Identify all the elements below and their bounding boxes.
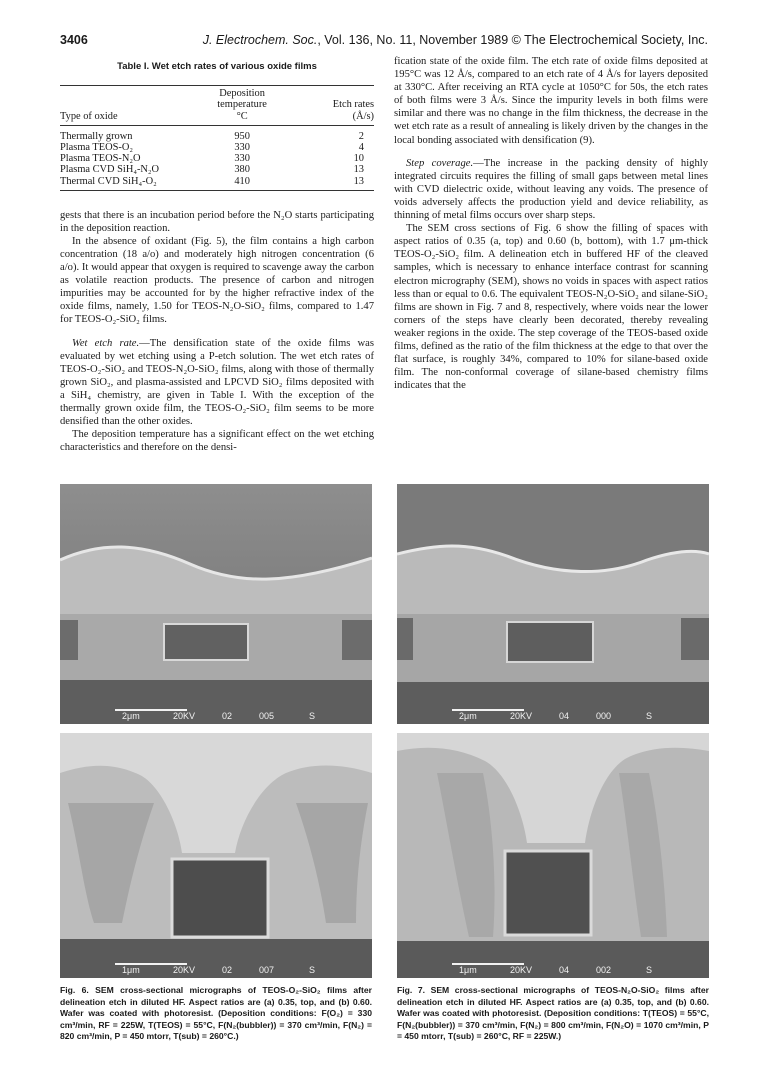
cell-etch: 10 bbox=[353, 153, 364, 165]
etch-rates-table bbox=[60, 85, 374, 191]
voltage-label: 20KV bbox=[173, 965, 196, 975]
header-etch-line2: (Å/s) bbox=[352, 110, 374, 122]
frame-number: 005 bbox=[259, 711, 275, 721]
body-paragraph bbox=[60, 337, 374, 429]
micrograph-info-bar bbox=[397, 963, 709, 978]
table-header-row bbox=[60, 86, 374, 126]
table-row bbox=[60, 125, 374, 142]
mode-label: S bbox=[309, 711, 316, 721]
sample-number: 04 bbox=[559, 965, 570, 975]
cell-etch: 13 bbox=[353, 164, 364, 176]
cell-temp: 410 bbox=[198, 176, 286, 191]
scale-label: 2μm bbox=[459, 711, 477, 721]
header-oxide-type: Type of oxide bbox=[60, 86, 198, 126]
cell-etch: 2 bbox=[358, 130, 364, 142]
cell-temp: 330 bbox=[234, 141, 250, 153]
section-heading-wet-etch: Wet etch rate. bbox=[72, 337, 140, 349]
left-column bbox=[60, 60, 374, 454]
table-row bbox=[60, 142, 374, 153]
micrograph-info-bar bbox=[397, 709, 709, 724]
sample-number: 02 bbox=[222, 711, 233, 721]
cell-type: Thermal CVD SiH₄-O₂ bbox=[60, 176, 198, 191]
micrograph-info-bar bbox=[60, 709, 372, 724]
cell-etch: 13 bbox=[286, 176, 374, 191]
paragraph-text: —The increase in the packing density of highly integrated circuits requires the filling of small gaps between metal lines with CVD dielectric oxide, without leaving any voids. The presence of voids adversely affects the production yield and device reliability, as thinning of metal films occurs over sharp steps. bbox=[394, 157, 708, 222]
figure-7-caption: Fig. 7. SEM cross-sectional micrographs of TEOS-N₂O-SiO₂ films after delineation etch in diluted HF. Aspect ratios are (a) 0.35, top, and (b) 0.60. Wafer was coated with photoresist. (Deposition conditions: T(TEOS) = 55°C, F(N₂(bubbler)) = 370 cm³/min, F(N₂) = 800 cm³/min, F(N₂O) = 1070 cm³/min, P = 450 mtorr, T(sub) = 260°C, RF = 225W.) bbox=[397, 985, 709, 1042]
frame-number: 007 bbox=[259, 965, 275, 975]
cell-temp: 330 bbox=[234, 153, 250, 165]
voltage-label: 20KV bbox=[510, 965, 533, 975]
header-temp-line1: Deposition bbox=[219, 88, 265, 100]
cell-temp: 380 bbox=[234, 164, 250, 176]
running-header bbox=[60, 33, 708, 51]
micrograph-info-bar bbox=[60, 963, 372, 978]
sem-micrograph-fig7a bbox=[397, 484, 709, 724]
sample-number: 04 bbox=[559, 711, 570, 721]
journal-name: J. Electrochem. Soc. bbox=[202, 33, 318, 47]
frame-number: 002 bbox=[596, 965, 612, 975]
micrograph-image bbox=[60, 484, 372, 724]
page-number: 3406 bbox=[60, 33, 88, 47]
scale-label: 2μm bbox=[122, 711, 140, 721]
micrograph-image bbox=[397, 484, 709, 724]
header-deposition-temperature bbox=[198, 86, 286, 126]
cell-temp: 950 bbox=[234, 130, 250, 142]
table-row bbox=[60, 153, 374, 164]
header-etch-rates bbox=[286, 86, 374, 126]
table-caption: Table I. Wet etch rates of various oxide films bbox=[117, 61, 317, 72]
header-temp-line3: °C bbox=[236, 110, 248, 122]
body-paragraph: The deposition temperature has a significant effect on the wet etching characteristics and therefore on the densi- bbox=[60, 429, 374, 454]
header-etch-line1: Etch rates bbox=[332, 99, 374, 111]
cell-type: Plasma TEOS-O₂ bbox=[60, 141, 133, 153]
mode-label: S bbox=[309, 965, 316, 975]
body-paragraph: gests that there is an incubation period before the N₂O starts participating in the deposition reaction. bbox=[60, 209, 374, 234]
mode-label: S bbox=[646, 965, 653, 975]
table-row bbox=[60, 164, 374, 175]
micrograph-image bbox=[60, 733, 372, 978]
sem-micrograph-fig6a bbox=[60, 484, 372, 724]
scale-label: 1μm bbox=[459, 965, 477, 975]
cell-etch: 4 bbox=[358, 141, 364, 153]
cell-type: Thermally grown bbox=[60, 130, 133, 142]
frame-number: 000 bbox=[596, 711, 612, 721]
table-row bbox=[60, 176, 374, 191]
scale-label: 1μm bbox=[122, 965, 140, 975]
section-heading-step-coverage: Step coverage. bbox=[406, 157, 474, 169]
journal-issue: , Vol. 136, No. 11, November 1989 © The Electrochemical Society, Inc. bbox=[317, 33, 708, 47]
mode-label: S bbox=[646, 711, 653, 721]
right-column bbox=[394, 55, 708, 392]
voltage-label: 20KV bbox=[173, 711, 196, 721]
body-paragraph bbox=[394, 157, 708, 222]
body-paragraph: fication state of the oxide film. The etch rate of oxide films deposited at 195°C was 12 Å/s, compared to an etch rate of 4 Å/s for layers deposited at 330°C. After receiving an RTA cycle at 1050°C for 50s, the etch rates of both films were 3 Å/s. Since the impurity levels in both films were similar and there was no change in the film thickness, the decrease in the wet etch rate as a result of annealing is likely driven by the changes in the local bonding associated with densification (9). bbox=[394, 56, 708, 146]
body-paragraph: The SEM cross sections of Fig. 6 show the filling of spaces with aspect ratios of 0.35 (a, top) and 0.60 (b, bottom), with 1.7 μm-thick TEOS-O₂-SiO₂ film. A delineation etch in buffered HF of the cleaved samples, which is necessary to enhance interface contrast for scanning electron micrography (SEM), shows no voids in spaces with aspect ratios less than or equal to 0.6. The equivalent TEOS-N₂O-SiO₂ and silane-SiO₂ films are shown in Fig. 7 and 8, respectively, where voids near the lower corners of the steps have clearly been decorated, thereby revealing weaker regions in the oxide. The step coverage of the TEOS-based oxide films, defined as the ratio of the film thickness at the edge to that over the flat surface, is roughly 34%, compared to 10% for silane-based oxide film. The non-conformal coverage of silane-based chemistry films indicates that the bbox=[394, 223, 708, 392]
sample-number: 02 bbox=[222, 965, 233, 975]
body-paragraph: In the absence of oxidant (Fig. 5), the film contains a high carbon concentration (18 a/o) and moderately high nitrogen concentration (6 a/o). It would appear that oxygen is required to scavenge away the carbon as volatile reaction products. The presence of carbon and nitrogen impurities may be accounted for by the higher refractive index of the oxide films, namely, 1.50 for TEOS-N₂O-SiO₂ films, compared to 1.47 for TEOS-O₂-SiO₂ films. bbox=[60, 235, 374, 326]
journal-citation bbox=[203, 33, 708, 47]
cell-type: Plasma CVD SiH₄-N₂O bbox=[60, 164, 160, 176]
cell-type: Plasma TEOS-N₂O bbox=[60, 153, 141, 165]
figure-6-caption: Fig. 6. SEM cross-sectional micrographs of TEOS-O₂-SiO₂ films after delineation etch in diluted HF. Aspect ratios are (a) 0.35, top, and (b) 0.60. Wafer was coated with photoresist. (Deposition conditions: F(O₂) = 330 cm³/min, RF = 225W, T(TEOS) = 55°C, F(N₂(bubbler)) = 370 cm³/min, F(N₂) = 820 cm³/min, P = 450 mtorr, T(sub) = 260°C.) bbox=[60, 985, 372, 1042]
micrograph-image bbox=[397, 733, 709, 978]
paragraph-text: —The densification state of the oxide films was evaluated by wet etching using a P-etch solution. The wet etch rates of TEOS-O₂-SiO₂ and TEOS-N₂O-SiO₂ films, along with those of thermally grown SiO₂, and plasma-assisted and LPCVD SiO₂ films deposited with a SiH₄ chemistry, are given in Table I. With the exception of the thermally grown oxide film, the TEOS-O₂-SiO₂ film seems to be more densified than the other oxides. bbox=[60, 337, 374, 428]
sem-micrograph-fig7b bbox=[397, 733, 709, 978]
sem-micrograph-fig6b bbox=[60, 733, 372, 978]
header-temp-line2: temperature bbox=[217, 99, 267, 111]
voltage-label: 20KV bbox=[510, 711, 533, 721]
